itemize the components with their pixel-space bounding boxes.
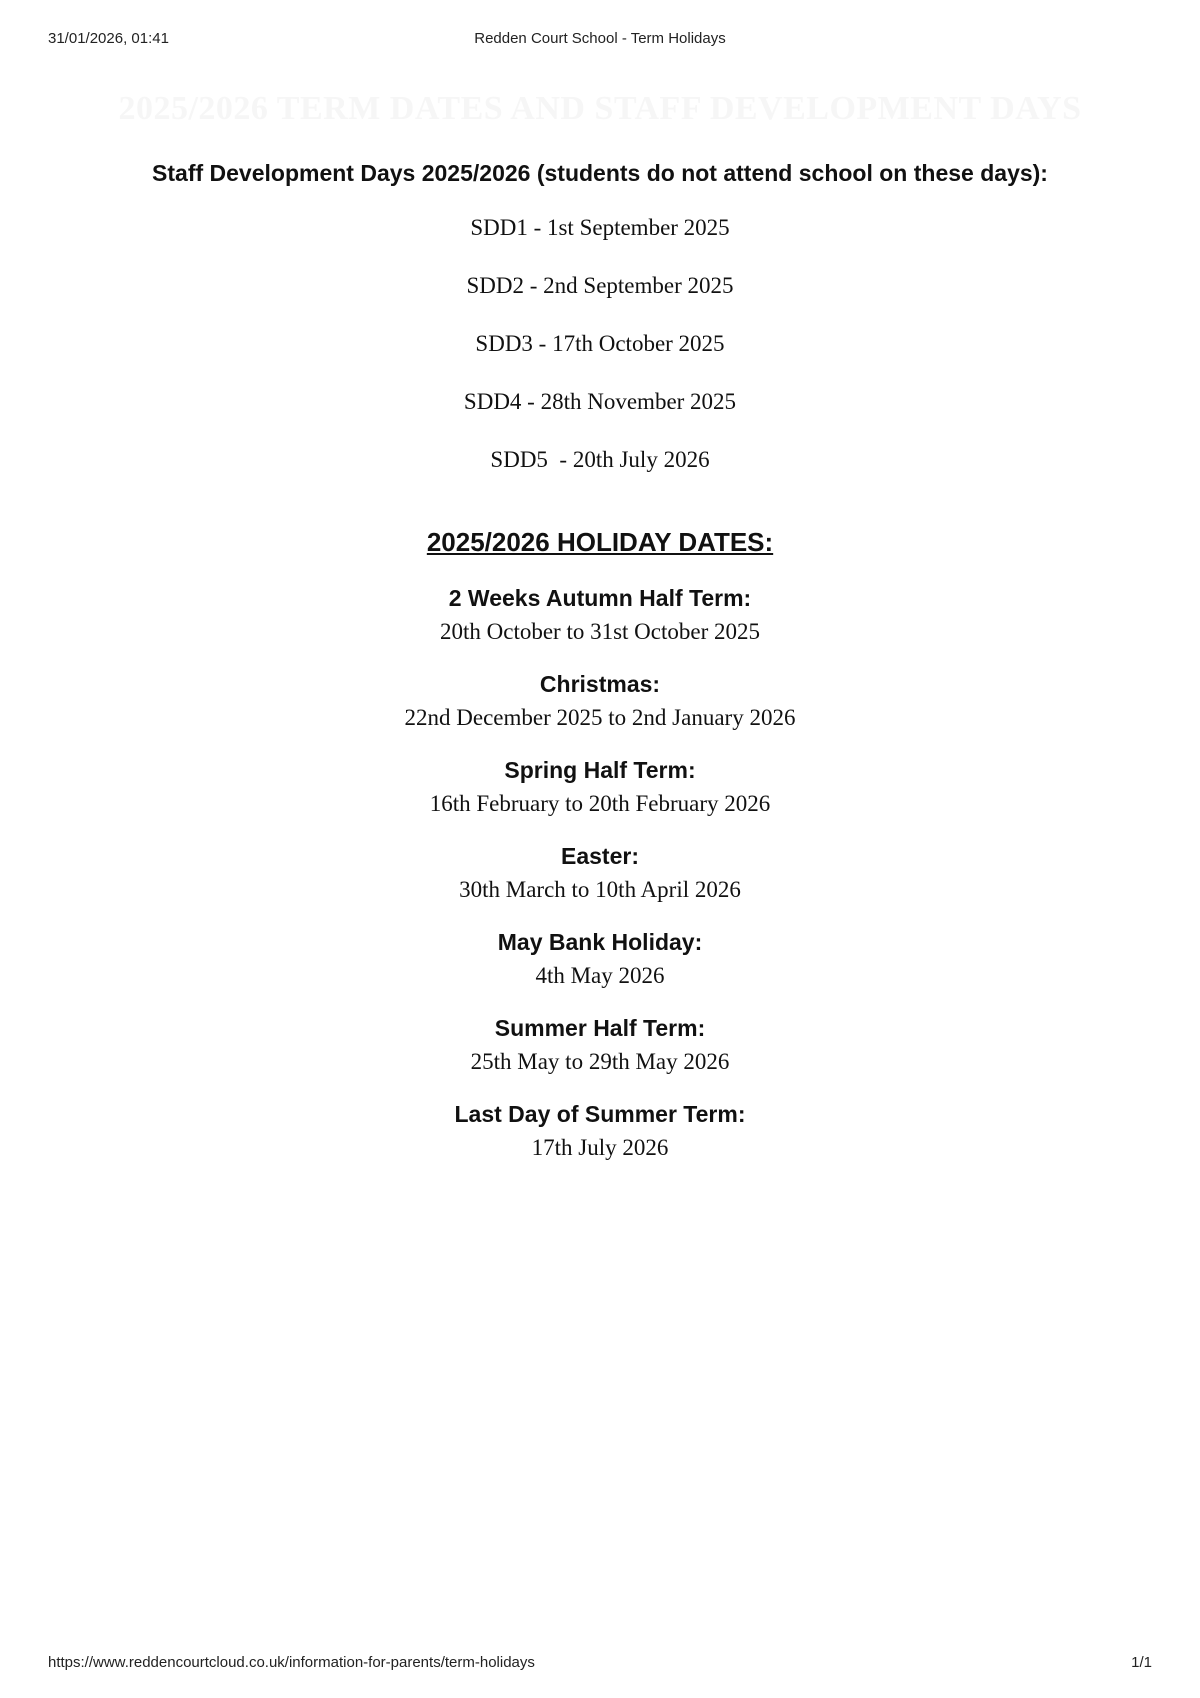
holiday-dates: 25th May to 29th May 2026 [470, 1049, 730, 1074]
print-footer [48, 1654, 1152, 1676]
holiday-label: Last Day of Summer Term: [454, 1101, 746, 1127]
holiday-dates: 20th October to 31st October 2025 [439, 619, 761, 644]
holiday-item [48, 584, 1152, 646]
holiday-item [48, 1014, 1152, 1076]
holiday-label: Christmas: [539, 671, 661, 697]
print-page-number: 1/1 [1131, 1654, 1152, 1671]
faded-page-heading: 2025/2026 TERM DATES AND STAFF DEVELOPMENT DAYS [118, 90, 1082, 127]
sdd-item: SDD3 - 17th October 2025 [475, 331, 725, 356]
holiday-item [48, 756, 1152, 818]
holiday-list [48, 584, 1152, 1162]
holiday-item [48, 1100, 1152, 1162]
print-header [48, 30, 1152, 52]
holiday-label: May Bank Holiday: [497, 929, 703, 955]
holiday-item [48, 670, 1152, 732]
holiday-label: Easter: [561, 843, 639, 869]
sdd-item: SDD4 - 28th November 2025 [463, 389, 737, 414]
holiday-item [48, 842, 1152, 904]
holiday-label: 2 Weeks Autumn Half Term: [448, 585, 752, 611]
holiday-item [48, 928, 1152, 990]
print-page-url: https://www.reddencourtcloud.co.uk/information-for-parents/term-holidays [48, 1654, 535, 1671]
holiday-dates: 22nd December 2025 to 2nd January 2026 [404, 705, 796, 730]
sdd-item: SDD1 - 1st September 2025 [470, 215, 730, 240]
holiday-dates: 30th March to 10th April 2026 [459, 877, 741, 902]
sdd-item: SDD2 - 2nd September 2025 [466, 273, 734, 298]
holiday-dates: 4th May 2026 [535, 963, 665, 988]
sdd-item: SDD5 - 20th July 2026 [490, 447, 710, 472]
holiday-dates-heading: 2025/2026 HOLIDAY DATES: [426, 527, 774, 557]
holiday-dates: 17th July 2026 [531, 1135, 669, 1160]
print-timestamp: 31/01/2026, 01:41 [48, 30, 169, 47]
staff-development-heading: Staff Development Days 2025/2026 (students do not attend school on these days): [152, 160, 1048, 186]
holiday-dates: 16th February to 20th February 2026 [429, 791, 771, 816]
page-content [48, 88, 1152, 1162]
holiday-label: Spring Half Term: [504, 757, 696, 783]
print-page-title: Redden Court School - Term Holidays [474, 30, 726, 47]
holiday-label: Summer Half Term: [494, 1015, 706, 1041]
staff-development-list [48, 214, 1152, 474]
